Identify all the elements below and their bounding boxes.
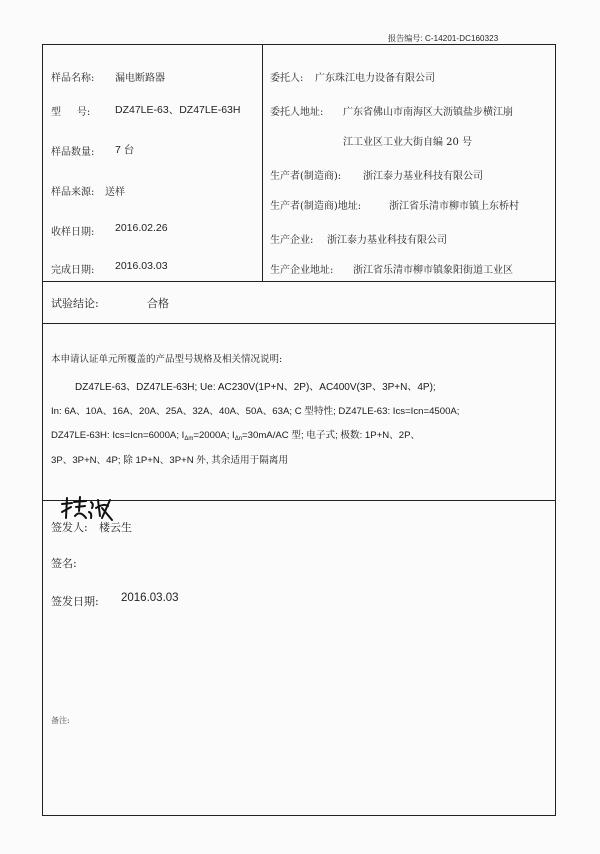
client-label: 委托人:: [270, 73, 304, 84]
rule-conclusion: [43, 323, 555, 324]
issuer-value: 楼云生: [99, 521, 132, 534]
completed-date-label: 完成日期:: [51, 265, 95, 276]
factory-label: 生产企业:: [270, 235, 314, 246]
manufacturer-label: 生产者(制造商):: [270, 171, 342, 182]
completed-date-value: 2016.03.03: [115, 260, 168, 272]
factory-address-value: 浙江省乐清市柳市镇象阳街道工业区: [353, 265, 513, 276]
sample-name-value: 漏电断路器: [115, 73, 165, 84]
signature-label: 签名:: [51, 557, 77, 570]
column-divider: [262, 45, 263, 281]
received-date-value: 2016.02.26: [115, 222, 168, 234]
remarks-label: 备注:: [51, 716, 70, 725]
issuer-label: 签发人:: [51, 521, 88, 534]
description-intro: 本申请认证单元所覆盖的产品型号规格及相关情况说明:: [51, 354, 283, 365]
handwritten-signature: [58, 494, 118, 524]
factory-address-label: 生产企业地址:: [270, 265, 334, 276]
certificate-table: [42, 44, 556, 816]
factory-value: 浙江泰力基业科技有限公司: [327, 235, 447, 246]
description-line-1: DZ47LE-63、DZ47LE-63H; Ue: AC230V(1P+N、2P)、AC400V(3P、3P+N、4P);: [75, 382, 436, 393]
rule-description: [43, 500, 555, 501]
client-address-value: 广东省佛山市南海区大沥镇盐步横江崩: [343, 107, 513, 118]
source-label: 样品来源:: [51, 187, 95, 198]
source-value: 送样: [105, 187, 125, 198]
model-label: 型 号:: [51, 107, 91, 118]
quantity-label: 样品数量:: [51, 147, 95, 158]
description-line-3: DZ47LE-63H: Ics=Icn=6000A; $I_{\Delta m}=2000A$; $I_{\Delta n}=30mA/AC$ 型; 电子式; 极数: 1P+N、2P、: [51, 430, 421, 442]
quantity-value: 7 台: [115, 144, 135, 156]
issue-date-label: 签发日期:: [51, 595, 99, 608]
received-date-label: 收样日期:: [51, 227, 95, 238]
conclusion-value: 合格: [147, 297, 169, 310]
conclusion-label: 试验结论:: [51, 297, 99, 310]
manufacturer-address-value: 浙江省乐清市柳市镇上东桥村: [389, 201, 519, 212]
client-address-label: 委托人地址:: [270, 107, 324, 118]
issue-date-value: 2016.03.03: [121, 592, 179, 604]
sample-name-label: 样品名称:: [51, 73, 95, 84]
rule-upper: [43, 281, 555, 282]
description-line-4: 3P、3P+N、4P; 除 1P+N、3P+N 外, 其余适用于隔离用: [51, 455, 288, 466]
manufacturer-address-label: 生产者(制造商)地址:: [270, 201, 362, 212]
description-line-2: In: 6A、10A、16A、20A、25A、32A、40A、50A、63A; C 型特性; DZ47LE-63: Ics=Icn=4500A;: [51, 406, 460, 417]
client-value: 广东珠江电力设备有限公司: [315, 73, 435, 84]
model-value: DZ47LE-63、DZ47LE-63H: [115, 104, 241, 116]
client-address-value-line2: 江工业区工业大街自编 20 号: [343, 137, 473, 148]
manufacturer-value: 浙江泰力基业科技有限公司: [363, 171, 483, 182]
report-number: 报告编号: C-14201-DC160323: [388, 34, 499, 43]
